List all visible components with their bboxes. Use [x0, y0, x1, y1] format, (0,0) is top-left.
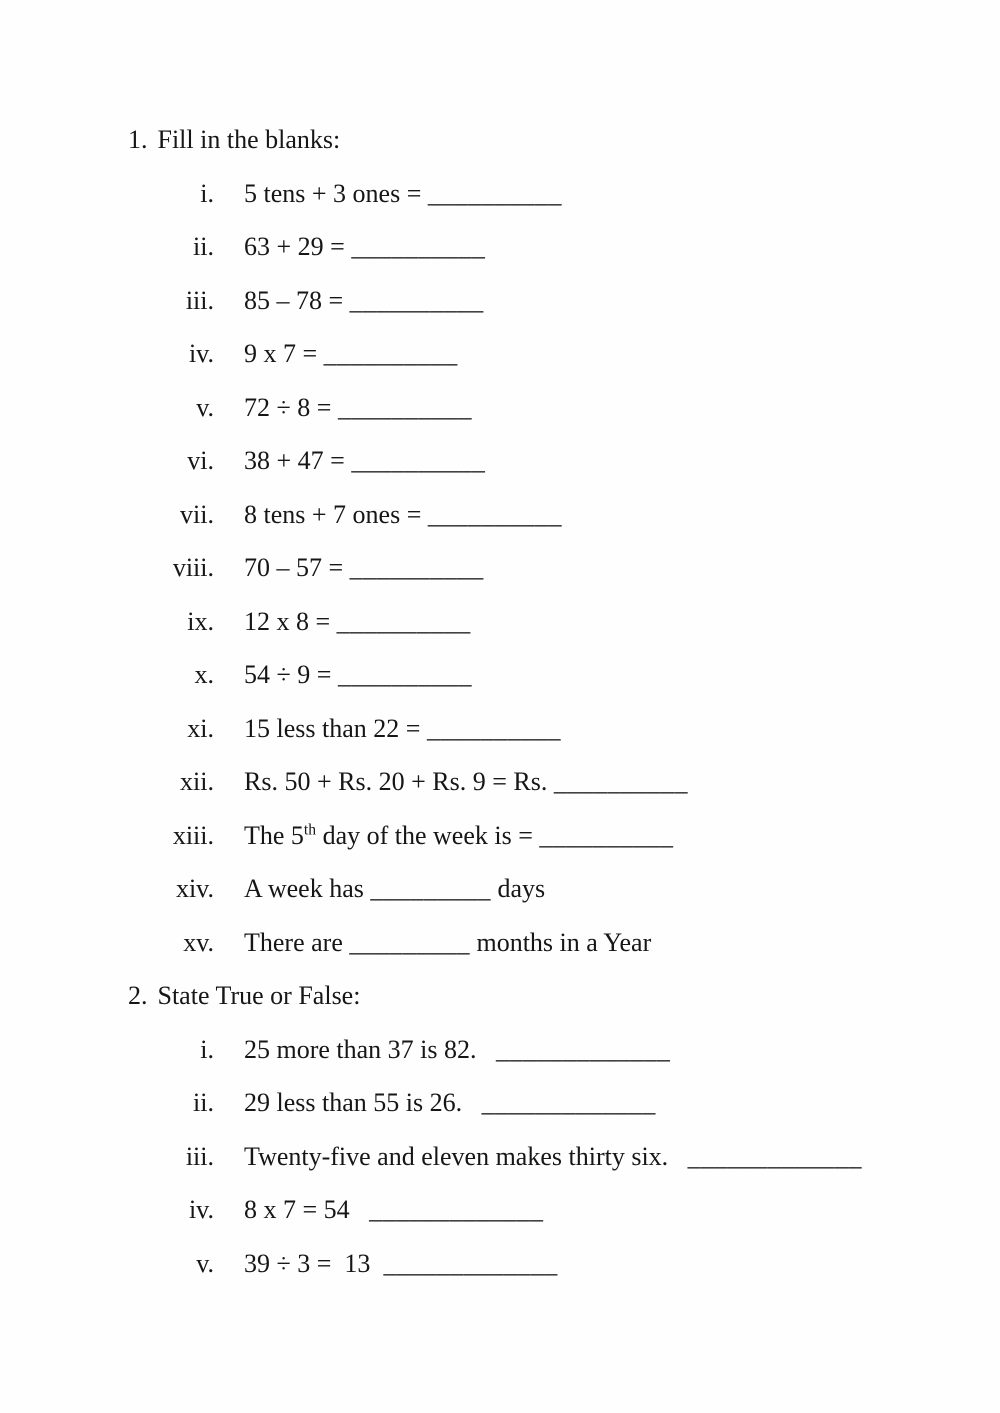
item-numeral: iii. — [185, 285, 214, 315]
item-numeral: iii. — [185, 1141, 214, 1171]
item-numeral: vi. — [187, 446, 214, 475]
item-numeral: ix. — [187, 606, 214, 636]
item-text-pre: 54 ÷ 9 = — [244, 660, 338, 689]
item-text-pre: 5 tens + 3 ones = — [244, 178, 428, 208]
item-text-pre: 25 more than 37 is 82. — [244, 1034, 497, 1064]
answer-blank[interactable]: __________ — [553, 767, 688, 796]
section-2-title: State True or False: — [157, 981, 361, 1010]
item-text — [244, 874, 545, 903]
section-1-list — [128, 167, 960, 970]
answer-blank[interactable]: __________ — [336, 606, 471, 636]
item-text — [244, 714, 561, 743]
answer-blank[interactable]: _____________ — [496, 1034, 671, 1064]
section-1-header — [128, 113, 960, 167]
item-text — [244, 232, 485, 261]
item-text — [244, 1195, 543, 1224]
item-superscript: th — [303, 820, 317, 838]
item-numeral: xiv. — [175, 874, 214, 903]
section-1-number: 1. — [128, 125, 148, 154]
section-2-list — [128, 1023, 960, 1291]
answer-blank[interactable]: _________ — [349, 927, 470, 957]
item-text-pre: Twenty-five and eleven makes thirty six. — [244, 1141, 688, 1171]
item-text-pre: 8 x 7 = 54 — [244, 1195, 370, 1224]
answer-blank[interactable]: __________ — [427, 499, 562, 529]
item-text — [244, 660, 472, 689]
answer-blank[interactable]: __________ — [427, 178, 562, 208]
answer-blank[interactable]: __________ — [337, 392, 472, 422]
item-text — [244, 821, 673, 850]
item-numeral: i. — [200, 178, 214, 208]
item-text-mid: day of the week is = — [316, 820, 540, 850]
item-text-pre: Rs. 50 + Rs. 20 + Rs. 9 = Rs. — [244, 767, 554, 796]
item-text — [244, 286, 484, 315]
worksheet-item — [128, 595, 960, 649]
item-text-pre: 85 – 78 = — [244, 285, 350, 315]
answer-blank[interactable]: __________ — [351, 232, 486, 261]
item-text — [244, 1249, 558, 1278]
answer-blank[interactable]: __________ — [337, 660, 472, 689]
worksheet-item — [128, 1076, 960, 1130]
item-text-pre: 8 tens + 7 ones = — [244, 499, 428, 529]
answer-blank[interactable]: _____________ — [687, 1141, 862, 1171]
worksheet-item — [128, 434, 960, 488]
worksheet-item — [128, 702, 960, 756]
answer-blank[interactable]: _____________ — [369, 1195, 544, 1224]
item-numeral: viii. — [172, 553, 214, 582]
item-numeral: iv. — [188, 1195, 214, 1224]
item-text-pre: A week has — [244, 874, 371, 903]
worksheet-item — [128, 167, 960, 221]
item-text — [244, 393, 472, 422]
item-text — [244, 928, 651, 957]
item-text-pre: The 5 — [244, 820, 304, 850]
section-1-title: Fill in the blanks: — [157, 125, 341, 154]
item-text-pre: 12 x 8 = — [244, 606, 337, 636]
item-numeral: v. — [196, 392, 214, 422]
item-text-post: months in a Year — [469, 927, 652, 957]
section-2-number: 2. — [128, 981, 148, 1010]
worksheet-item — [128, 327, 960, 381]
item-text — [244, 446, 485, 475]
item-numeral: xi. — [187, 713, 214, 743]
item-text-pre: 38 + 47 = — [244, 446, 352, 475]
item-numeral: v. — [196, 1248, 214, 1278]
item-numeral: iv. — [188, 339, 214, 368]
item-text-pre: 70 – 57 = — [244, 553, 350, 582]
item-text-pre: 39 ÷ 3 = 13 — [244, 1248, 384, 1278]
answer-blank[interactable]: __________ — [323, 339, 458, 368]
worksheet-item — [128, 274, 960, 328]
item-text — [244, 1035, 670, 1064]
item-numeral: i. — [200, 1034, 214, 1064]
worksheet-item — [128, 648, 960, 702]
item-text — [244, 607, 471, 636]
answer-blank[interactable]: __________ — [349, 553, 484, 582]
answer-blank[interactable]: _____________ — [383, 1248, 558, 1278]
item-text — [244, 500, 562, 529]
item-text-pre: 29 less than 55 is 26. — [244, 1088, 482, 1117]
worksheet-item — [128, 488, 960, 542]
answer-blank[interactable]: __________ — [539, 820, 674, 850]
item-text — [244, 1142, 862, 1171]
worksheet-item — [128, 381, 960, 435]
item-text-pre: 72 ÷ 8 = — [244, 392, 338, 422]
worksheet-item — [128, 1023, 960, 1077]
item-numeral: xii. — [180, 767, 214, 796]
answer-blank[interactable]: __________ — [426, 713, 561, 743]
worksheet-item — [128, 916, 960, 970]
item-numeral: ii. — [193, 1088, 214, 1117]
item-numeral: ii. — [193, 232, 214, 261]
item-text — [244, 767, 688, 796]
item-text — [244, 553, 484, 582]
item-text-pre: 15 less than 22 = — [244, 713, 427, 743]
worksheet-item — [128, 1130, 960, 1184]
item-numeral: vii. — [180, 499, 214, 529]
item-numeral: xv. — [183, 927, 214, 957]
worksheet-item — [128, 862, 960, 916]
item-text-pre: There are — [244, 927, 350, 957]
item-text-post: days — [490, 874, 546, 903]
answer-blank[interactable]: _____________ — [481, 1088, 656, 1117]
item-text-pre: 63 + 29 = — [244, 232, 352, 261]
answer-blank[interactable]: __________ — [351, 446, 486, 475]
answer-blank[interactable]: __________ — [349, 285, 484, 315]
worksheet-item — [128, 1237, 960, 1291]
worksheet-item — [128, 755, 960, 809]
section-2-header — [128, 969, 960, 1023]
item-text — [244, 179, 562, 208]
worksheet-item — [128, 1183, 960, 1237]
worksheet-item — [128, 541, 960, 595]
item-text — [244, 1088, 656, 1117]
worksheet-item — [128, 809, 960, 863]
worksheet-item — [128, 220, 960, 274]
item-text — [244, 339, 458, 368]
item-numeral: xiii. — [172, 820, 214, 850]
item-text-pre: 9 x 7 = — [244, 339, 324, 368]
item-numeral: x. — [194, 660, 214, 689]
answer-blank[interactable]: _________ — [370, 874, 491, 903]
